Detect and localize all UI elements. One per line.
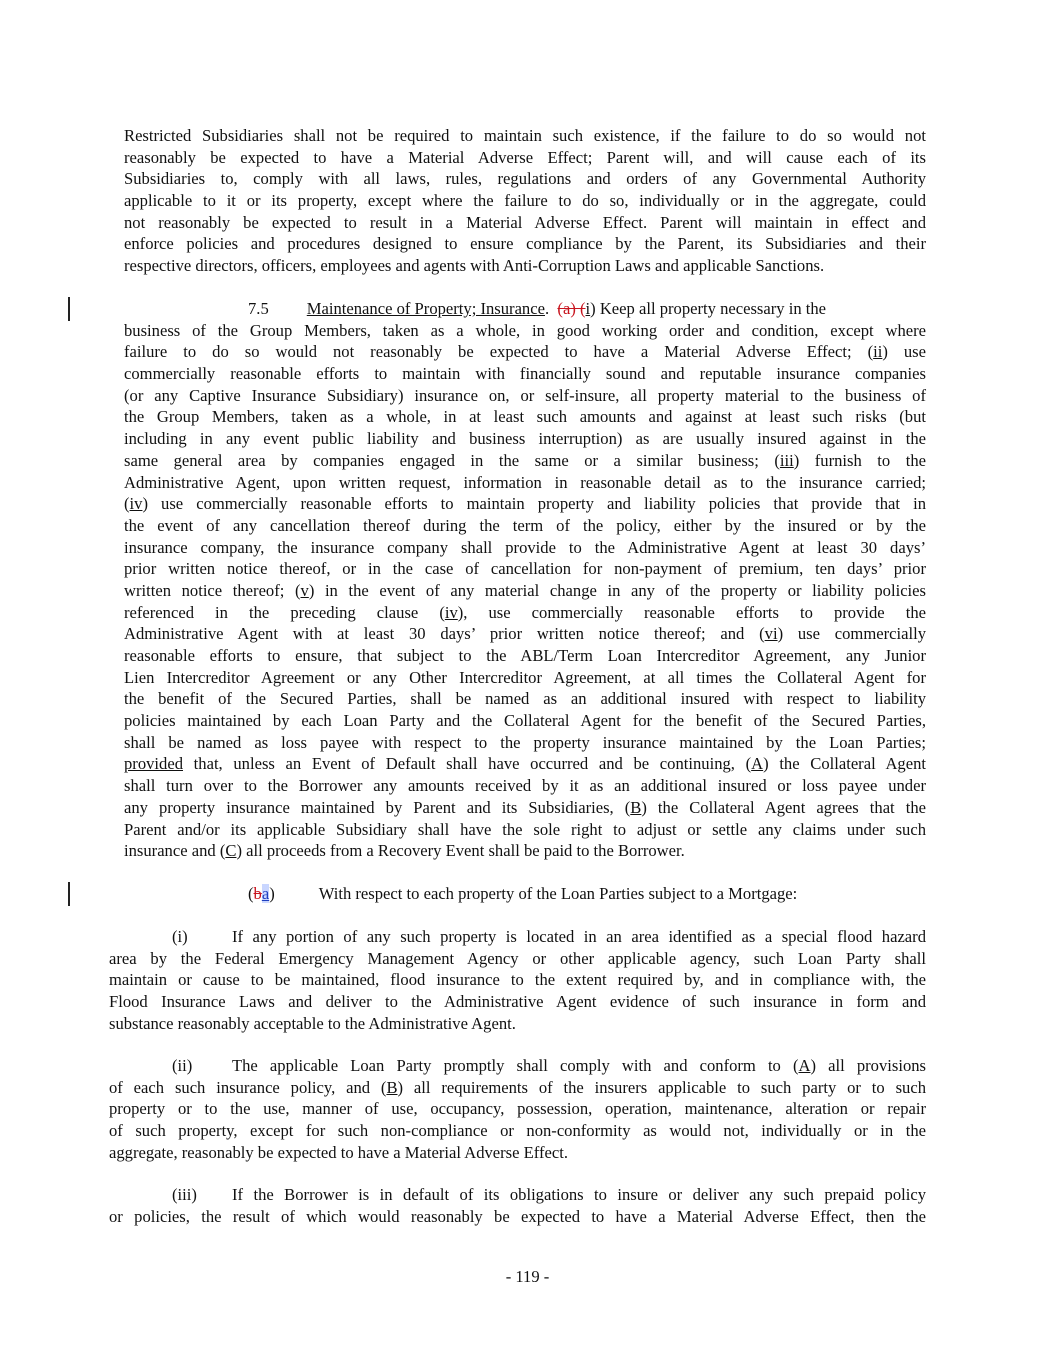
text-line: Restricted Subsidiaries shall not be required to maintain such existence, if the failure to do so would not (124, 126, 926, 145)
item-first-line (109, 1055, 926, 1077)
first-line-rest: i) Keep all property necessary in the (585, 299, 827, 318)
text-line: not reasonably be expected to result in a Material Adverse Effect. Parent will maintain in effect and (124, 212, 926, 232)
text-line: policies maintained by each Loan Party and the Collateral Agent for the benefit of the Secured Parties, (124, 711, 926, 731)
top-paragraph (124, 125, 926, 277)
text-line: Parent and/or its applicable Subsidiary shall have the sole right to adjust or settle any claims under such (124, 819, 926, 839)
text-line: reasonable efforts to ensure, that subject to the ABL/Term Loan Intercreditor Agreement, any Junior (124, 646, 926, 665)
item-label: (iii) (172, 1185, 197, 1204)
subsection-a-text: With respect to each property of the Loan Parties subject to a Mortgage: (318, 884, 798, 903)
text-line: insurance and (C) all proceeds from a Recovery Event shall be paid to the Borrower. (124, 841, 685, 861)
text-line: same general area by companies engaged in the same or a similar business; (iii) furnish to the (124, 450, 926, 470)
text-line: shall be named as loss payee with respect to the property insurance maintained by the Loan Parties; (124, 732, 926, 752)
text-line: enforce policies and procedures designed to ensure compliance by the Parent, its Subsidiaries and their (124, 234, 926, 254)
text-line: insurance company, the insurance company shall provide to the Administrative Agent at least 30 days’ (124, 537, 926, 557)
text-line: commercially reasonable efforts to maintain with financially sound and reputable insurance companies (124, 364, 926, 384)
deleted-marker: (a) ( (557, 299, 586, 318)
text-line: of each such insurance policy, and (B) all requirements of the insurers applicable to such party or to such (109, 1077, 926, 1097)
text-line: property or to the use, manner of use, occupancy, possession, operation, maintenance, alteration or repair (109, 1099, 926, 1119)
inserted-letter: a (261, 884, 270, 903)
item-label: (ii) (172, 1056, 193, 1075)
text-line: reasonably be expected to have a Material Adverse Effect; Parent will, and will cause each of its (124, 147, 926, 167)
text-line: written notice thereof; (v) in the event of any material change in any of the property or liability policies (124, 580, 926, 600)
section-7-5-first-line: 7.5 Maintenance of Property; Insurance. (a) (i) Keep all property necessary in the (248, 299, 827, 318)
text-line: substance reasonably acceptable to the Administrative Agent. (109, 1013, 516, 1033)
item-first-text: The applicable Loan Party promptly shall comply with and conform to (A) all provisions (232, 1056, 927, 1075)
text-line: any property insurance maintained by Parent and its Subsidiaries, (B) the Collateral Agent agrees that the (124, 797, 926, 817)
subsection-a: (ba) With respect to each property of the Loan Parties subject to a Mortgage: (248, 884, 798, 903)
item-first-line (109, 1184, 926, 1206)
text-line: the benefit of the Secured Parties, shall be named as an additional insured with respect to liability (124, 689, 926, 709)
text-line: provided that, unless an Event of Default shall have occurred and be continuing, (A) the Collateral Agent (124, 754, 926, 774)
text-line: area by the Federal Emergency Management Agency or other applicable agency, such Loan Party shall (109, 948, 926, 968)
text-line: (iv) use commercially reasonable efforts to maintain property and liability policies that provide that in (124, 494, 926, 514)
text-line: including in any event public liability and business interruption) as are usually insured against in the (124, 429, 926, 449)
change-bar (68, 297, 70, 321)
text-line: Subsidiaries to, comply with all laws, rules, regulations and orders of any Governmental Authority (124, 169, 926, 189)
item-first-line (109, 926, 926, 948)
text-line: prior written notice thereof, or in the case of cancellation for non-payment of premium, ten days’ prior (124, 559, 926, 579)
text-line: referenced in the preceding clause (iv), use commercially reasonable efforts to provide the (124, 602, 926, 622)
text-line: the event of any cancellation thereof during the term of the policy, either by the insured or by the (124, 515, 926, 535)
text-line: Administrative Agent with at least 30 days’ prior written notice thereof; and (vi) use commercially (124, 624, 926, 644)
section-number: 7.5 (248, 299, 269, 318)
item-ii (109, 1055, 926, 1163)
text-line: aggregate, reasonably be expected to have a Material Adverse Effect. (109, 1142, 569, 1162)
text-line: the Group Members, taken as a whole, in at least such amounts and against at least such risks (but (124, 407, 926, 427)
text-line: applicable to it or its property, except where the failure to do so, individually or in the aggregate, could (124, 191, 926, 211)
section-heading: Maintenance of Property; Insurance (306, 299, 545, 318)
deleted-letter: b (253, 884, 262, 903)
text-line: Flood Insurance Laws and deliver to the Administrative Agent evidence of such insurance in form and (109, 992, 926, 1012)
text-line: shall turn over to the Borrower any amounts received by it as an additional insured or loss payee under (124, 776, 926, 796)
text-line: of such property, except for such non-compliance or non-conformity as would not, individually or in the (109, 1121, 926, 1141)
item-first-text: If the Borrower is in default of its obligations to insure or deliver any such prepaid policy (232, 1185, 926, 1204)
change-bar (68, 882, 70, 906)
page-number: - 119 - (505, 1267, 550, 1286)
text-line: (or any Captive Insurance Subsidiary) insurance on, or self-insure, all property material to the business of (124, 385, 926, 405)
text-line: maintain or cause to be maintained, flood insurance to the extent required by, and in compliance with, the (109, 970, 926, 990)
item-i (109, 926, 926, 1034)
item-first-text: If any portion of any such property is located in an area identified as a special flood hazard (232, 927, 926, 946)
text-line: or policies, the result of which would reasonably be expected to have a Material Adverse Effect, then the (109, 1206, 926, 1226)
item-label: (i) (172, 927, 188, 946)
text-line: business of the Group Members, taken as a whole, in good working order and condition, except where (124, 320, 926, 340)
section-7-5 (124, 298, 926, 862)
text-line: respective directors, officers, employees and agents with Anti-Corruption Laws and applicable Sanctions. (124, 256, 825, 276)
text-line: Administrative Agent, upon written request, information in reasonable detail as to the insurance carried; (124, 472, 926, 492)
text-line: failure to do so would not reasonably be expected to have a Material Adverse Effect; (ii) use (124, 342, 926, 362)
item-iii (109, 1184, 926, 1227)
text-line: Lien Intercreditor Agreement or any Other Intercreditor Agreement, at all times the Collateral Agent for (124, 667, 926, 687)
